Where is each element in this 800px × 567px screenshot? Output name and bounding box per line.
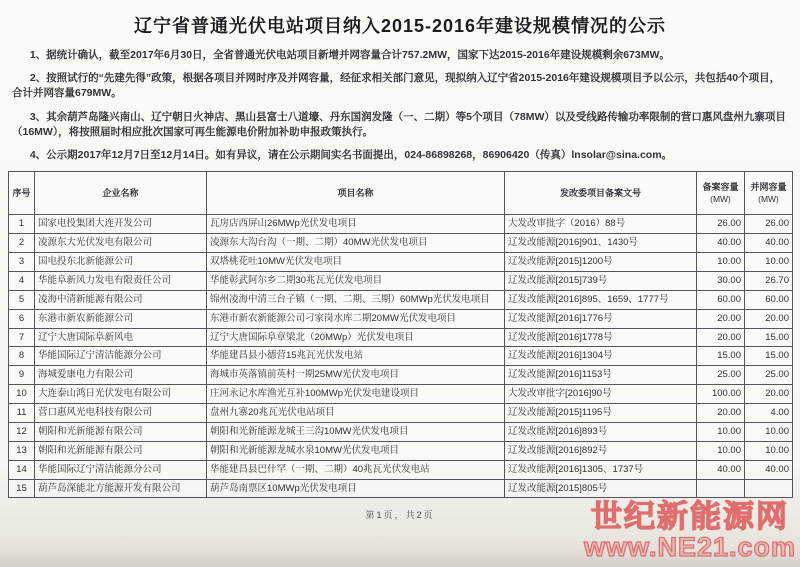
- table-cell: 大发改审批字（2016）88号: [505, 215, 697, 234]
- column-header-label: 并网容量: [750, 182, 787, 193]
- table-cell: [697, 479, 745, 498]
- column-header-label: 项目名称: [337, 187, 374, 198]
- table-cell: 10.00: [697, 441, 745, 460]
- table-cell: 11: [9, 404, 35, 423]
- table-cell: 40.00: [697, 460, 745, 479]
- table-cell: 凌源东大沟台沟（一期、二期）40MW光伏发电项目: [207, 234, 505, 253]
- table-cell: 辽发改能源[2016]1778号: [505, 328, 697, 347]
- column-header-unit: (MW): [710, 193, 731, 204]
- table-cell: 国家电投集团大连开发公司: [35, 215, 207, 234]
- table-cell: 海城市英落镇前英村一期25MW光伏发电项目: [207, 366, 505, 385]
- table-row: [9, 271, 793, 290]
- table-cell: 8: [9, 347, 35, 366]
- table-cell: 20.00: [697, 309, 745, 328]
- paragraph-2: 2、按照试行的“先建先得”政策，根据各项目并网时序及并网容量，经征求相关部门意见，现拟纳入辽宁省2015-2016年建设规模项目予以公示，共包括40个项目，合计并网容量679MW。: [12, 72, 781, 100]
- table-cell: 10.00: [745, 253, 793, 272]
- column-header-label: 序号: [12, 187, 31, 198]
- table-cell: 大连泰山鸿日光伏发电有限公司: [35, 385, 207, 404]
- table-header: [9, 172, 793, 215]
- table-cell: 东港市新农新能源公司: [35, 309, 207, 328]
- watermark-url: www.NE21.com: [583, 532, 796, 562]
- table-cell: 25.00: [697, 366, 745, 385]
- table-row: [9, 347, 793, 366]
- table-cell: 26.00: [697, 215, 745, 234]
- table-row: [9, 479, 793, 498]
- page-number: 第1页，共2页: [365, 510, 435, 521]
- table-cell: 7: [9, 328, 35, 347]
- column-header: [35, 172, 207, 215]
- column-header-label: 发改委项目备案文号: [559, 187, 641, 198]
- table-cell: 辽发改能源[2015]739号: [505, 271, 697, 290]
- table-row: [9, 441, 793, 460]
- table-cell: 10.00: [745, 422, 793, 441]
- table-cell: 12: [9, 422, 35, 441]
- table-cell: 辽发改能源[2016]895、1659、1777号: [505, 290, 697, 309]
- notice-paragraphs: [12, 48, 788, 163]
- table-cell: 辽发改能源[2016]1305、1737号: [505, 460, 697, 479]
- table-cell: 20.00: [697, 328, 745, 347]
- table-cell: 华能阜新风力发电有限责任公司: [35, 271, 207, 290]
- table-cell: 10: [9, 385, 35, 404]
- table-row: [9, 385, 793, 404]
- paragraph-1: 1、据统计确认，截至2017年6月30日，全省普通光伏电站项目新增并网容量合计757.2MW，国家下达2015-2016年建设规模剩余673MW。: [29, 49, 670, 61]
- table-cell: 辽发改能源[2015]1195号: [505, 404, 697, 423]
- projects-table: [8, 171, 793, 498]
- table-cell: 朝阳和光新能源龙城水泉10MW光伏发电项目: [207, 441, 505, 460]
- table-cell: 26.00: [745, 215, 793, 234]
- table-cell: 25.00: [745, 366, 793, 385]
- table-row: [9, 404, 793, 423]
- column-header: [745, 172, 793, 215]
- table-cell: 葫芦岛深能北方能源开发有限公司: [35, 479, 207, 498]
- table-cell: 辽发改能源[2016]1776号: [505, 309, 697, 328]
- table-cell: 14: [9, 460, 35, 479]
- table-cell: 30.00: [697, 271, 745, 290]
- table-cell: 凌源东大光伏发电有限公司: [35, 234, 207, 253]
- table-cell: 辽发改能源[2016]901、1430号: [505, 234, 697, 253]
- table-cell: 40.00: [745, 460, 793, 479]
- table-cell: 锦州凌海中清三台子镇（一期、二期、三期）60MWp光伏发电项目: [207, 290, 505, 309]
- table-row: [9, 422, 793, 441]
- table-cell: 15: [9, 479, 35, 498]
- table-cell: 10.00: [697, 422, 745, 441]
- table-cell: 辽发改能源[2016]1304号: [505, 347, 697, 366]
- table-cell: 40.00: [697, 234, 745, 253]
- table-cell: 15.00: [745, 328, 793, 347]
- table-cell: 辽发改能源[2015]1200号: [505, 253, 697, 272]
- table-cell: 双塔桃花吐10MW光伏发电项目: [207, 253, 505, 272]
- table-cell: 营口惠风光电科技有限公司: [35, 404, 207, 423]
- column-header: [207, 172, 505, 215]
- table-cell: 60.00: [745, 290, 793, 309]
- table-row: [9, 290, 793, 309]
- table-cell: 华能国际辽宁清洁能源分公司: [35, 347, 207, 366]
- table-cell: 4: [9, 271, 35, 290]
- paragraph-4: 4、公示期2017年12月7日至12月14日。如有异议，请在公示期间实名书面提出，024-86898268，86906420（传真）lnsolar@sina.com。: [29, 149, 673, 162]
- table-cell: 15.00: [745, 347, 793, 366]
- table-cell: 辽发改能源[2016]1153号: [505, 366, 697, 385]
- table-cell: 大发改审批字[2016]90号: [505, 385, 697, 404]
- table-cell: 4.00: [745, 404, 793, 423]
- table-row: [9, 366, 793, 385]
- table-cell: 100.00: [697, 385, 745, 404]
- page-title: 辽宁省普通光伏电站项目纳入2015-2016年建设规模情况的公示: [133, 16, 667, 36]
- column-header-label: 备案容量: [702, 182, 739, 193]
- table-cell: 40.00: [745, 234, 793, 253]
- watermark-site-name: 世纪新能源网: [590, 499, 789, 534]
- table-cell: 60.00: [697, 290, 745, 309]
- paragraph-3: 3、其余葫芦岛隆兴南山、辽宁朝日火神店、黑山县富士八道壕、丹东国润发隆（一、二期）等5个项目（78MW）以及受线路传输功率限制的营口惠风盘州九寨项目（16MW），将按照届时相应批次国家可再生能源电价附加补助申报政策执行。: [12, 110, 786, 138]
- table-cell: 9: [9, 366, 35, 385]
- table-row: [9, 253, 793, 272]
- header-row: [9, 172, 793, 215]
- table-cell: 华能建昌县巴什罕（一期、二期）40兆瓦光伏发电站: [207, 460, 505, 479]
- table-cell: 华能国际辽宁清洁能源分公司: [35, 460, 207, 479]
- column-header-label: 企业名称: [102, 187, 139, 198]
- table-row: [9, 460, 793, 479]
- table-cell: 1: [9, 215, 35, 234]
- table-cell: 凌海中清新能源有限公司: [35, 290, 207, 309]
- table-cell: [745, 479, 793, 498]
- table-cell: 13: [9, 441, 35, 460]
- table-cell: 20.00: [697, 404, 745, 423]
- table-cell: 朝阳和光新能源有限公司: [35, 422, 207, 441]
- table-cell: 6: [9, 309, 35, 328]
- table-cell: 瓦房店西屏山26MWp光伏发电项目: [207, 215, 505, 234]
- table-cell: 辽发改能源[2016]893号: [505, 422, 697, 441]
- table-cell: 海城爱康电力有限公司: [35, 366, 207, 385]
- table-cell: 华能彰武阿尔乡二期30兆瓦光伏发电项目: [207, 271, 505, 290]
- table-cell: 辽宁大唐国际阜章梁北（20MWp）光伏发电项目: [207, 328, 505, 347]
- table-cell: 辽宁大唐国际阜新风电: [35, 328, 207, 347]
- table-body: [9, 215, 793, 498]
- table-cell: 10.00: [745, 441, 793, 460]
- table-cell: 26.70: [745, 271, 793, 290]
- table-cell: 20.00: [745, 309, 793, 328]
- table-cell: 庄河永记水库渔光互补100MWp光伏发电建设项目: [207, 385, 505, 404]
- table-cell: 2: [9, 234, 35, 253]
- table-cell: 华能建昌县小德营15兆瓦光伏发电站: [207, 347, 505, 366]
- table-cell: 5: [9, 290, 35, 309]
- table-cell: 国电投东北新能源公司: [35, 253, 207, 272]
- column-header: [505, 172, 697, 215]
- table-cell: 10.00: [697, 253, 745, 272]
- table-cell: 朝阳和光新能源有限公司: [35, 441, 207, 460]
- table-cell: 辽发改能源[2016]892号: [505, 441, 697, 460]
- table-row: [9, 309, 793, 328]
- column-header: [9, 172, 35, 215]
- table-cell: 3: [9, 253, 35, 272]
- table-cell: 20.00: [745, 385, 793, 404]
- table-cell: 15.00: [697, 347, 745, 366]
- column-header-unit: (MW): [758, 193, 779, 204]
- table-cell: 东港市新农新能源公司刁家岗水库二期20MW光伏发电项目: [207, 309, 505, 328]
- table-row: [9, 215, 793, 234]
- table-cell: 葫芦岛南票区10MWp光伏发电项目: [207, 479, 505, 498]
- table-cell: 盘州九寨20兆瓦光伏电站项目: [207, 404, 505, 423]
- table-cell: 朝阳和光新能源龙城王三沟10MW光伏发电项目: [207, 422, 505, 441]
- column-header: [697, 172, 745, 215]
- table-row: [9, 328, 793, 347]
- table-row: [9, 234, 793, 253]
- table-cell: 辽发改能源[2015]805号: [505, 479, 697, 498]
